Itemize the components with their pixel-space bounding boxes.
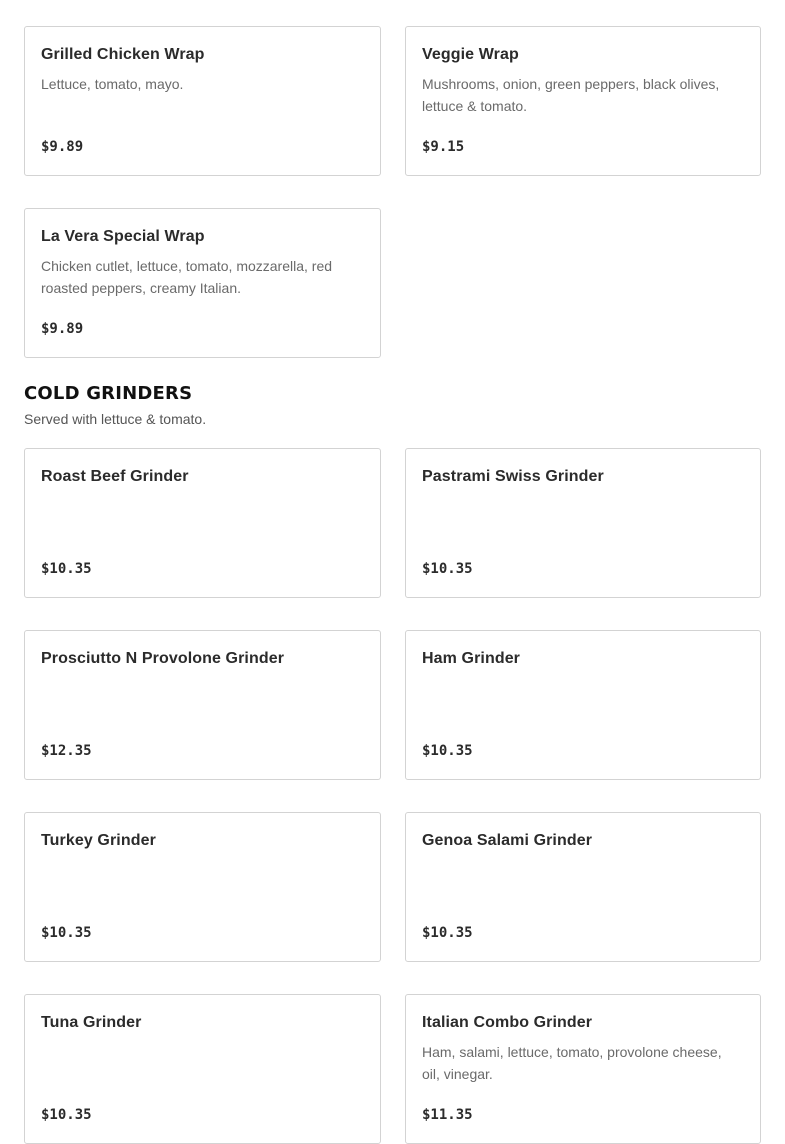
- menu-item-description: Ham, salami, lettuce, tomato, provolone cheese, oil, vinegar.: [422, 1044, 722, 1082]
- menu-item-card[interactable]: [24, 26, 381, 176]
- menu-item-card[interactable]: [24, 208, 381, 358]
- menu-item-card[interactable]: [24, 994, 381, 1144]
- menu-item-price: $10.35: [41, 925, 92, 941]
- menu-item-name: Prosciutto N Provolone Grinder: [41, 650, 285, 667]
- menu-item-price: $11.35: [422, 1107, 473, 1123]
- menu-item-name: Grilled Chicken Wrap: [41, 46, 205, 63]
- menu-item-name: Tuna Grinder: [41, 1014, 142, 1031]
- menu-item-card[interactable]: [405, 994, 761, 1144]
- menu-item-price: $10.35: [422, 743, 473, 759]
- menu-item-description: Mushrooms, onion, green peppers, black olives, lettuce & tomato.: [422, 76, 720, 114]
- menu-item-price: $10.35: [422, 561, 473, 577]
- menu-item-description: Chicken cutlet, lettuce, tomato, mozzarella, red roasted peppers, creamy Italian.: [41, 258, 333, 296]
- menu-item-name: La Vera Special Wrap: [41, 228, 205, 245]
- menu-item-price: $10.35: [41, 561, 92, 577]
- menu-item-name: Veggie Wrap: [422, 46, 519, 63]
- menu-item-price: $9.89: [41, 321, 84, 337]
- section-subtitle: Served with lettuce & tomato.: [24, 411, 207, 427]
- menu-item-name: Italian Combo Grinder: [422, 1014, 593, 1031]
- menu-item-name: Turkey Grinder: [41, 832, 156, 849]
- menu-item-name: Pastrami Swiss Grinder: [422, 468, 604, 485]
- menu-item-price: $9.15: [422, 139, 465, 155]
- menu-item-price: $12.35: [41, 743, 92, 759]
- menu-item-card[interactable]: [405, 812, 761, 962]
- menu-item-card[interactable]: [405, 448, 761, 598]
- menu-item-price: $10.35: [422, 925, 473, 941]
- menu-item-name: Genoa Salami Grinder: [422, 832, 593, 849]
- menu-item-card[interactable]: [24, 448, 381, 598]
- menu-item-card[interactable]: [405, 630, 761, 780]
- menu-item-description: Lettuce, tomato, mayo.: [41, 76, 184, 92]
- menu-item-card[interactable]: [24, 812, 381, 962]
- menu-item-card[interactable]: [405, 26, 761, 176]
- menu-item-name: Ham Grinder: [422, 650, 521, 667]
- menu-item-price: $10.35: [41, 1107, 92, 1123]
- menu-item-price: $9.89: [41, 139, 84, 155]
- menu-item-card[interactable]: [24, 630, 381, 780]
- section-title: COLD GRINDERS: [24, 383, 193, 404]
- menu-item-name: Roast Beef Grinder: [41, 468, 189, 485]
